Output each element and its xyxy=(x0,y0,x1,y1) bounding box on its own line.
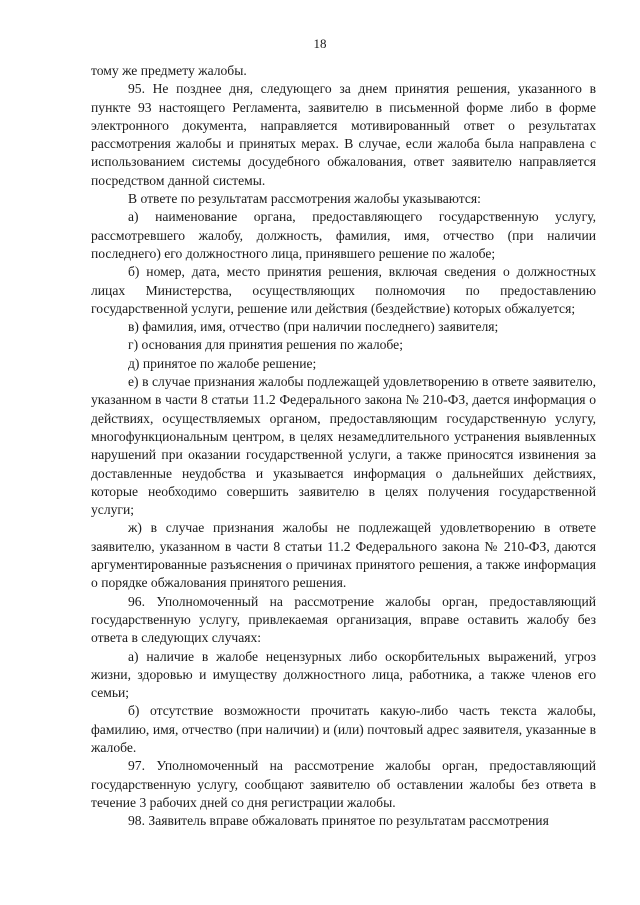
paragraph-96-item-a: а) наличие в жалобе нецензурных либо оскорбительных выражений, угроз жизни, здоровью и имуществу должностного лица, работника, а также членов его семьи; xyxy=(91,648,596,701)
list-item-b: б) номер, дата, место принятия решения, включая сведения о должностных лицах Министерства, осуществляющих полномочия по предоставлению государственной услуги, решение или действия (бездействие) которых обжалуется; xyxy=(91,264,596,316)
list-item-e: е) в случае признания жалобы подлежащей удовлетворению в ответе заявителю, указанном в части 8 статьи 11.2 Федерального закона № 210-ФЗ, дается информация о действиях, осуществляемых органом, предоставляющим государственную услугу, многофункциональным центром, в целях незамедлительного устранения выявленных нарушений при оказании государственной услуги, а также приносятся извинения за доставленные неудобства и указывается информация о дальнейших действиях, которые необходимо совершить заявителю в целях получения государственной услуги; xyxy=(91,374,596,518)
list-item-d: д) принятое по жалобе решение; xyxy=(128,355,317,371)
list-item-a: а) наименование органа, предоставляющего государственную услугу, рассмотревшего жалобу, должность, фамилия, имя, отчество (при наличии последнего) его должностного лица, принявшего решение по жалобе; xyxy=(91,209,596,261)
paragraph-96-item-b: б) отсутствие возможности прочитать какую-либо часть текста жалобы, фамилию, имя, отчество (при наличии) и (или) почтовый адрес заявителя, указанные в жалобе. xyxy=(91,703,596,755)
list-item-g: г) основания для принятия решения по жалобе; xyxy=(128,337,403,353)
paragraph-95: 95. Не позднее дня, следующего за днем принятия решения, указанного в пункте 93 настоящего Регламента, заявителю в письменной форме либо в форме электронного документа, направляется мотивированный ответ о результатах рассмотрения жалобы и принятых мерах. В случае, если жалоба была направлена с использованием системы досудебного обжалования, ответ заявителю направляется посредством данной системы. xyxy=(91,81,596,188)
list-item-zh: ж) в случае признания жалобы не подлежащей удовлетворению в ответе заявителю, указанном в части 8 статьи 11.2 Федерального закона № 210-ФЗ, даются аргументированные разъяснения о причинах принятого решения, а также информация о порядке обжалования принятого решения. xyxy=(91,520,596,591)
paragraph-continuation: тому же предмету жалобы. xyxy=(91,63,247,78)
paragraph-98: 98. Заявитель вправе обжаловать принятое по результатам рассмотрения xyxy=(128,813,549,829)
paragraph-response-contents: В ответе по результатам рассмотрения жалобы указываются: xyxy=(128,191,481,207)
paragraph-96: 96. Уполномоченный на рассмотрение жалобы орган, предоставляющий государственную услугу, привлекаемая организация, вправе оставить жалобу без ответа в следующих случаях: xyxy=(91,593,596,646)
list-item-v: в) фамилия, имя, отчество (при наличии последнего) заявителя; xyxy=(128,319,499,335)
paragraph-97: 97. Уполномоченный на рассмотрение жалобы орган, предоставляющий государственную услугу, сообщают заявителю об оставлении жалобы без ответа в течение 3 рабочих дней со дня регистрации жалобы. xyxy=(91,758,596,810)
page-number: 18 xyxy=(313,36,327,51)
document-body xyxy=(91,62,596,830)
